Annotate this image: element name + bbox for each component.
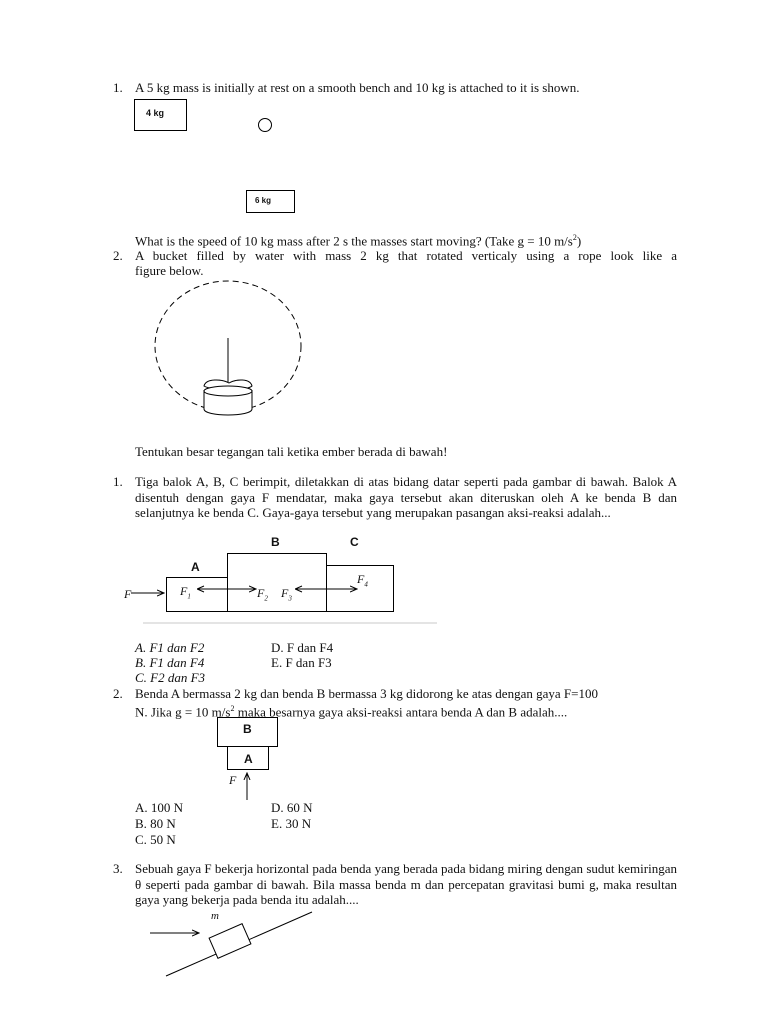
block-label-a: A <box>191 560 200 574</box>
block-a-stack-label: A <box>244 752 253 766</box>
q2a-line2: figure below. <box>135 263 204 278</box>
q1b-option-d: D. F dan F4 <box>271 640 334 655</box>
q2b-option-b: B. 80 N <box>135 816 176 831</box>
q1a-number: 1. <box>113 80 123 95</box>
mass-label-m: m <box>211 910 219 922</box>
q1b-option-b: B. F1 dan F4 <box>135 655 205 670</box>
force-label-f4-sub: 4 <box>364 580 368 589</box>
q1b-option-e: E. F dan F3 <box>271 655 332 670</box>
force-label-f: F <box>124 587 132 601</box>
q1a-question-text: What is the speed of 10 kg mass after 2 s the masses start moving? (Take g = 10 m/s <box>135 233 573 249</box>
block-label-c: C <box>350 535 359 549</box>
q2a-line1: A bucket filled by water with mass 2 kg that rotated verticaly using a rope look like a <box>135 248 677 263</box>
q2a-question: Tentukan besar tegangan tali ketika ember berada di bawah! <box>135 444 448 459</box>
q2b-option-d: D. 60 N <box>271 800 313 815</box>
bucket-icon <box>204 380 252 415</box>
q1a-question-close: ) <box>576 233 582 249</box>
q1b-option-a: A. F1 dan F2 <box>135 640 205 655</box>
force-label-f4-text: F <box>357 572 365 586</box>
q1b-text: Tiga balok A, B, C berimpit, diletakkan di atas bidang datar seperti pada gambar di bawah. Balok A disentuh dengan gaya F mendatar, maka gaya tersebut akan diteruskan oleh A ke benda B dan selanjutnya ke benda C. Gaya-gaya tersebut yang merupakan pasangan aksi-reaksi adalah... <box>135 474 677 520</box>
mass-box-bottom-label: 6 kg <box>255 196 272 205</box>
force-label-f2-text: F <box>257 586 265 600</box>
block-label-b: B <box>271 535 280 549</box>
force-label-f3-text: F <box>281 586 289 600</box>
q3b-number: 3. <box>113 861 123 876</box>
q2b-number: 2. <box>113 686 123 701</box>
q1b-option-c: C. F2 dan F3 <box>135 670 206 685</box>
push-force-label: F <box>229 773 237 787</box>
force-label-f2-sub: 2 <box>264 594 268 603</box>
q1a-text: A 5 kg mass is initially at rest on a smooth bench and 10 kg is attached to it is shown. <box>135 80 580 95</box>
q2b-option-a: A. 100 N <box>135 800 184 815</box>
q2b-option-e: E. 30 N <box>271 816 312 831</box>
force-label-f1-text: F <box>180 584 188 598</box>
q2a-number: 2. <box>113 248 123 263</box>
pulley-icon <box>259 119 272 132</box>
q3b-text: Sebuah gaya F bekerja horizontal pada benda yang berada pada bidang miring dengan sudut kemiringan θ seperti pada gambar di bawah. Bila massa benda m dan percepatan gravitasi bumi g, maka resultan gaya yang bekerja pada benda itu adalah.... <box>135 861 677 907</box>
q1a-question-sup: 2 <box>572 233 577 242</box>
incline-block <box>209 924 251 959</box>
q2b-line2-sup: 2 <box>230 704 235 713</box>
q2b-option-c: C. 50 N <box>135 832 176 847</box>
q2b-line2-text: N. Jika g = 10 m/s <box>135 704 231 720</box>
force-label-f3-sub: 3 <box>288 594 292 603</box>
q2b-line1: Benda A bermassa 2 kg dan benda B bermassa 3 kg didorong ke atas dengan gaya F=100 <box>135 686 598 701</box>
q1b-number: 1. <box>113 474 123 489</box>
force-label-f1-sub: 1 <box>187 592 191 601</box>
q2b-line2-rest: maka besarnya gaya aksi-reaksi antara benda A dan B adalah.... <box>234 704 568 720</box>
block-b-stack-label: B <box>243 722 252 736</box>
mass-box-top-label: 4 kg <box>146 108 165 118</box>
